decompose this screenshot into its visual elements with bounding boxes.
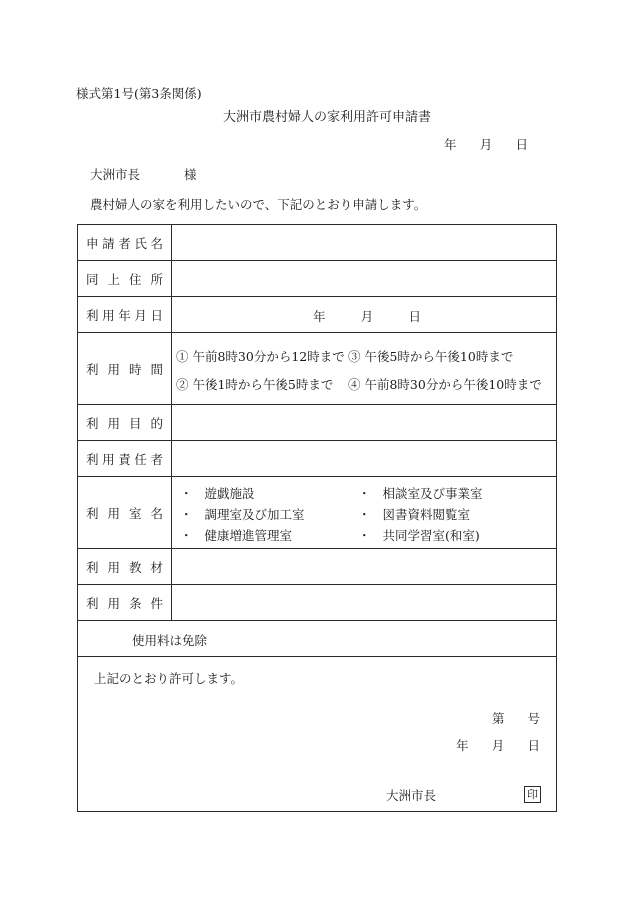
number-suffix: 号 [527, 711, 540, 726]
fee-text: 使用料は免除 [132, 633, 208, 648]
use-time-options [172, 333, 556, 404]
label-responsible-person [78, 441, 172, 476]
application-date [444, 135, 528, 153]
room-label: 遊戯施設 [204, 486, 255, 501]
label-rooms [78, 477, 172, 548]
day-char: 日 [527, 738, 540, 753]
materials-field[interactable] [172, 549, 556, 584]
room-options [172, 477, 556, 548]
label-char: 件 [150, 595, 163, 611]
label-char: 任 [134, 451, 147, 467]
label-char: 者 [118, 235, 131, 251]
room-option[interactable] [358, 505, 470, 523]
room-option[interactable] [180, 505, 305, 523]
label-char: 請 [102, 235, 115, 251]
number-prefix: 第 [492, 711, 505, 726]
row-address [78, 261, 556, 297]
label-char: 時 [128, 361, 142, 377]
row-purpose [78, 405, 556, 441]
row-applicant-name [78, 225, 556, 261]
permit-number [492, 709, 540, 727]
label-char: 利 [86, 505, 99, 521]
label-char: 申 [86, 235, 99, 251]
approval-text: 上記のとおり許可します。 [94, 671, 244, 686]
label-char: 上 [107, 271, 120, 287]
bullet: ・ [180, 507, 193, 522]
form-number: 様式第1号(第3条関係) [76, 86, 202, 101]
year-char: 年 [456, 738, 469, 753]
application-form-table [77, 224, 557, 812]
bullet: ・ [358, 528, 371, 543]
label-char: 所 [150, 271, 163, 287]
bullet: ・ [180, 486, 193, 501]
label-address [78, 261, 172, 296]
label-char: 用 [107, 595, 120, 611]
label-char: 利 [86, 307, 99, 323]
month-char: 月 [360, 309, 374, 324]
label-char: 利 [86, 451, 99, 467]
row-responsible-person [78, 441, 556, 477]
seal-stamp: 印 [524, 786, 541, 803]
purpose-field[interactable] [172, 405, 556, 440]
label-char: 者 [150, 451, 163, 467]
day-char: 日 [515, 137, 528, 152]
addressee-honorific: 様 [184, 167, 197, 182]
label-char: 材 [150, 559, 163, 575]
row-materials [78, 549, 556, 585]
address-field[interactable] [172, 261, 556, 296]
label-char: 目 [128, 415, 142, 431]
room-label: 図書資料閲覧室 [382, 507, 471, 522]
row-fee [78, 621, 556, 657]
label-char: 責 [118, 451, 131, 467]
time-option-4[interactable]: ④ 午前8時30分から午後10時まで [348, 377, 542, 392]
label-char: 用 [107, 559, 120, 575]
time-option-2[interactable]: ② 午後1時から午後5時まで [176, 377, 334, 392]
bullet: ・ [180, 528, 193, 543]
year-char: 年 [313, 309, 326, 324]
time-option-3[interactable]: ③ 午後5時から午後10時まで [348, 349, 514, 364]
form-title: 大洲市農村婦人の家利用許可申請書 [223, 110, 432, 125]
label-char: 名 [150, 505, 163, 521]
approval-date [456, 736, 540, 754]
label-materials [78, 549, 172, 584]
label-char: 用 [107, 361, 120, 377]
month-char: 月 [479, 137, 493, 152]
label-char: 年 [118, 307, 131, 323]
label-char: 名 [150, 235, 163, 251]
intro-text: 農村婦人の家を利用したいので、下記のとおり申請します。 [90, 197, 427, 212]
label-char: 利 [86, 361, 99, 377]
row-use-date [78, 297, 556, 333]
label-conditions [78, 585, 172, 620]
label-char: 月 [134, 307, 147, 323]
applicant-name-field[interactable] [172, 225, 556, 260]
room-option[interactable] [180, 526, 292, 544]
label-char: 氏 [134, 235, 147, 251]
year-char: 年 [444, 137, 457, 152]
label-char: 間 [150, 361, 163, 377]
row-conditions [78, 585, 556, 621]
room-label: 共同学習室(和室) [382, 528, 480, 543]
label-char: 用 [102, 451, 115, 467]
label-char: 利 [86, 415, 99, 431]
addressee-name: 大洲市長 [90, 167, 141, 182]
room-label: 相談室及び事業室 [382, 486, 483, 501]
room-label: 健康増進管理室 [204, 528, 293, 543]
label-char: 住 [128, 271, 142, 287]
label-use-date [78, 297, 172, 332]
conditions-field[interactable] [172, 585, 556, 620]
use-date-chars [313, 307, 421, 325]
label-char: 室 [128, 505, 142, 521]
label-char: 用 [107, 505, 120, 521]
bullet: ・ [358, 486, 371, 501]
label-char: 用 [107, 415, 120, 431]
use-date-field[interactable] [172, 297, 556, 332]
row-rooms [78, 477, 556, 549]
label-char: 日 [150, 307, 163, 323]
signer-name: 大洲市長 [386, 788, 437, 803]
label-char: 同 [86, 271, 99, 287]
label-use-time [78, 333, 172, 404]
label-char: 利 [86, 559, 99, 575]
room-option[interactable] [358, 526, 480, 544]
day-char: 日 [408, 309, 421, 324]
label-purpose [78, 405, 172, 440]
bullet: ・ [358, 507, 371, 522]
responsible-person-field[interactable] [172, 441, 556, 476]
label-applicant-name [78, 225, 172, 260]
label-char: 利 [86, 595, 99, 611]
label-char: 用 [102, 307, 115, 323]
label-char: 条 [128, 595, 142, 611]
label-char: 教 [128, 559, 142, 575]
row-use-time [78, 333, 556, 405]
label-char: 的 [150, 415, 163, 431]
room-option[interactable] [180, 484, 255, 502]
approval-section [78, 657, 556, 812]
room-label: 調理室及び加工室 [204, 507, 305, 522]
time-option-1[interactable]: ① 午前8時30分から12時まで [176, 349, 345, 364]
month-char: 月 [491, 738, 505, 753]
room-option[interactable] [358, 484, 483, 502]
